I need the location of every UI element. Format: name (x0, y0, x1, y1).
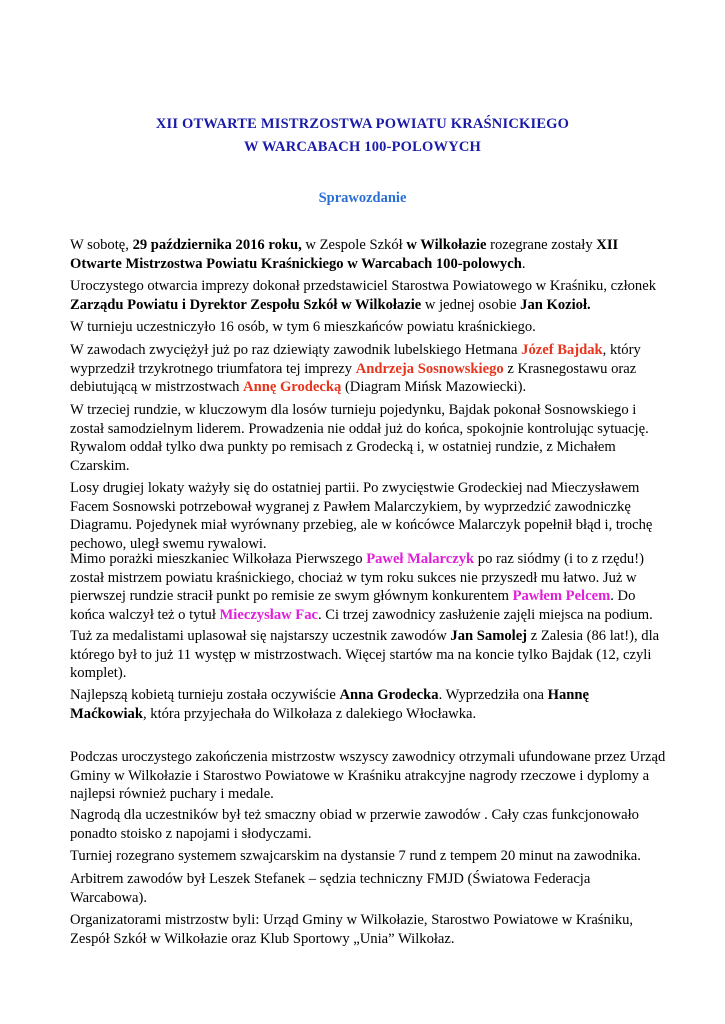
text-run: Mimo porażki mieszkaniec Wilkołaza Pierwszego (70, 551, 367, 567)
emphasis-run: w Wilkołazie (406, 237, 487, 253)
paragraph-intro (70, 236, 666, 273)
text-run: Najlepszą kobietą turnieju została oczywiście (70, 687, 340, 703)
text-run: . Do końca walczył też o tytuł (70, 588, 636, 623)
text-run: W sobotę, (70, 237, 133, 253)
text-run: . (521, 255, 526, 272)
document-title-line-2: W WARCABACH 100-POLOWYCH (243, 139, 482, 155)
text-run: Arbitrem zawodów był Leszek Stefanek – sędzia techniczny FMJD (Światowa Federacja Warcabowa). (70, 871, 591, 906)
emphasis-run: 29 października 2016 roku, (132, 237, 302, 253)
paragraph-lunch (70, 806, 666, 843)
paragraph-organizers (70, 911, 666, 948)
text-run: Turniej rozegrano systemem szwajcarskim na dystansie 7 rund z tempem 20 minut na zawodnika. (70, 848, 641, 864)
text-run: Uroczystego otwarcia imprezy dokonał przedstawiciel Starostwa Powiatowego w Kraśniku, członek (70, 278, 657, 294)
text-run: w jednej osobie (421, 296, 521, 313)
paragraph-system (70, 847, 666, 866)
document-title-line-1: XII OTWARTE MISTRZOSTWA POWIATU KRAŚNICKIEGO (155, 116, 570, 132)
text-run: , który wyprzedził trzykrotnego triumfatora tej imprezy (70, 342, 641, 377)
emphasis-run: Paweł Malarczyk (366, 551, 475, 567)
document-subtitle: Sprawozdanie (318, 190, 407, 206)
text-run: Organizatorami mistrzostw byli: Urząd Gminy w Wilkołazie, Starostwo Powiatowe w Kraśniku, Zespół Szkół w Wilkołazie oraz Klub Sportowy „Unia” Wilkołaz. (70, 912, 634, 947)
text-run: z Krasnegostawu oraz debiutującą w mistrzostwach (70, 360, 637, 396)
paragraph-opening (70, 277, 666, 314)
text-run: Podczas uroczystego zakończenia mistrzostw wszyscy zawodnicy otrzymali ufundowane przez Urząd Gminy w Wilkołazie i Starostwo Powiatowe w Kraśniku atrakcyjne nagrody rzeczowe i dyplomy a najlepsi również puchary i medale. (70, 749, 666, 803)
emphasis-run: Annę Grodecką (243, 379, 342, 396)
emphasis-run: XII Otwarte Mistrzostwa Powiatu Kraśnickiego w Warcabach 100-polowych (70, 237, 619, 272)
paragraph-winner (70, 341, 666, 397)
emphasis-run: Andrzeja Sosnowskiego (355, 360, 504, 377)
text-run: Losy drugiej lokaty ważyły się do ostatniej partii. Po zwycięstwie Grodeckiej nad Mieczysławem Facem Sosnowski potrzebował wygranej z Pawłem Malarczykiem, by wyprzedzić zawodniczkę Diagramu. Pojedynek miał wyrównany przebieg, ale w końcówce Malarczyk popełnił błąd i, trochę pechowo, uległ swemu rywalowi. (70, 480, 653, 552)
text-run: (Diagram Mińsk Mazowiecki). (341, 379, 527, 396)
text-run: z Zalesia (86 lat!), dla którego był to już 11 występ w mistrzostwach. Więcej startów ma na koncie tylko Bajdak (12, czyli komplet). (70, 628, 660, 682)
text-run: po raz siódmy (i to z rzędu!) został mistrzem powiatu kraśnickiego, chociaż w tym roku sukces nie przyszedł mu łatwo. Już w pierwszej rundzie stracił punkt po remisie ze swym głównym konkurentem (70, 551, 644, 605)
text-run: W turnieju uczestniczyło 16 osób, w tym 6 mieszkańców powiatu kraśnickiego. (70, 319, 536, 335)
text-run: rozegrane zostały (486, 237, 597, 253)
paragraph-third-round (70, 401, 666, 475)
emphasis-run: Jan Samolej (450, 628, 528, 644)
text-run: W trzeciej rundzie, w kluczowym dla losów turnieju pojedynku, Bajdak pokonał Sosnowskiego i został samodzielnym liderem. Prowadzenia nie oddał już do końca, spokojnie kontrolując sytuację. Rywalom oddał tylko dwa punkty po remisach z Grodecką i, w ostatniej rundzie, z Michałem Czarskim. (70, 402, 649, 474)
paragraph-arbiter (70, 870, 666, 907)
emphasis-run: Józef Bajdak (521, 342, 603, 358)
emphasis-run: Jan Kozioł. (520, 296, 591, 313)
paragraph-second-place (70, 479, 666, 553)
text-run: Nagrodą dla uczestników był też smaczny obiad w przerwie zawodów . Cały czas funkcjonowało ponadto stoisko z napojami i słodyczami. (70, 807, 639, 842)
text-run: . Wyprzedziła ona (438, 687, 548, 703)
paragraph-closing-ceremony (70, 748, 666, 804)
paragraph-best-woman (70, 686, 666, 723)
emphasis-run: Anna Grodecka (339, 687, 439, 703)
text-run: w Zespole Szkół (301, 237, 407, 253)
emphasis-run: Mieczysław Fac (219, 606, 318, 623)
text-run: . Ci trzej zawodnicy zasłużenie zajęli miejsca na podium. (318, 606, 653, 623)
text-run: Tuż za medalistami uplasował się najstarszy uczestnik zawodów (70, 628, 451, 644)
text-run: , która przyjechała do Wilkołaza z dalekiego Włocławka. (142, 705, 477, 722)
emphasis-run: Pawłem Pelcem (512, 588, 611, 605)
text-run: W zawodach zwyciężył już po raz dziewiąty zawodnik lubelskiego Hetmana (70, 342, 522, 358)
paragraph-oldest-player (70, 627, 666, 683)
emphasis-run: Hannę Maćkowiak (70, 687, 589, 722)
emphasis-run: Zarządu Powiatu i Dyrektor Zespołu Szkół w Wilkołazie (70, 296, 422, 313)
paragraph-participants (70, 318, 666, 337)
paragraph-county-champion (70, 550, 666, 624)
